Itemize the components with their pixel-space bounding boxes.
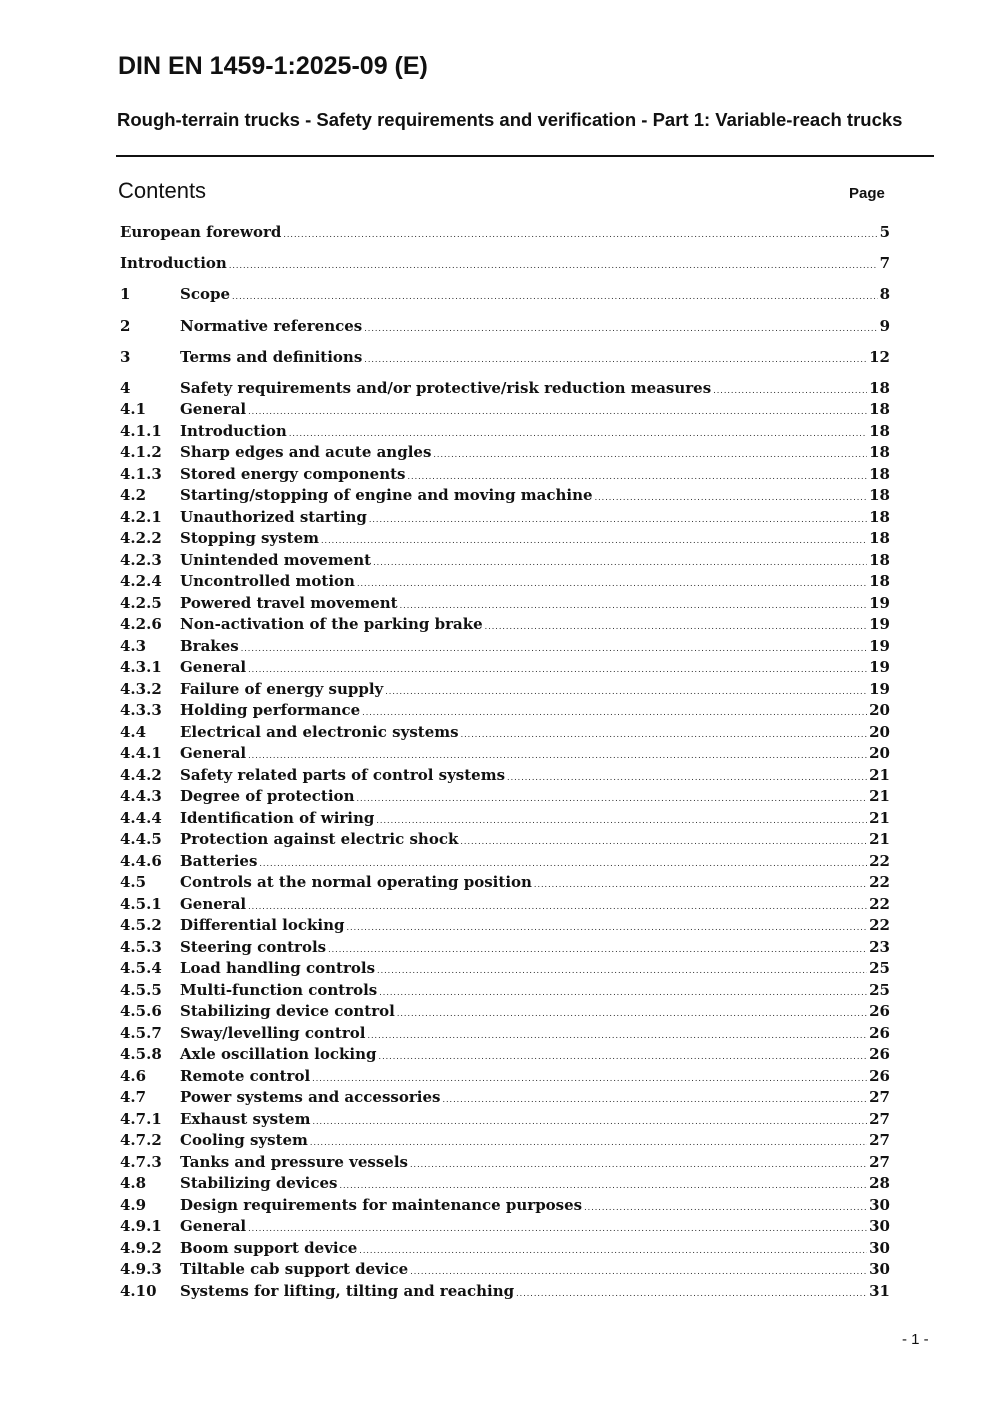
- toc-dot-leader: [357, 573, 867, 593]
- toc-dot-leader: [362, 702, 867, 722]
- toc-entry-page: 26: [869, 1002, 890, 1021]
- toc-entry-page: 27: [869, 1152, 890, 1171]
- toc-entry-page: 21: [869, 808, 890, 827]
- toc-dot-leader: [377, 960, 867, 980]
- toc-entry-number: 4.5.8: [120, 1045, 162, 1064]
- toc-dot-leader: [485, 616, 867, 636]
- toc-entry[interactable]: [120, 1259, 890, 1281]
- toc-entry-page: 18: [869, 486, 890, 505]
- toc-dot-leader: [373, 552, 867, 572]
- toc-entry[interactable]: [120, 980, 890, 1002]
- toc-dot-leader: [248, 659, 867, 679]
- toc-entry-title: Unintended movement: [180, 550, 372, 569]
- toc-entry-number: 4.7.3: [120, 1152, 162, 1171]
- toc-entry[interactable]: [120, 593, 890, 615]
- toc-entry-page: 25: [869, 959, 890, 978]
- toc-entry-title: Tanks and pressure vessels: [180, 1152, 408, 1171]
- toc-entry-number: 4.9: [120, 1195, 147, 1214]
- toc-entry-number: 4.4.6: [120, 851, 162, 870]
- toc-entry[interactable]: [120, 1173, 890, 1195]
- toc-dot-leader: [461, 724, 868, 744]
- toc-entry-page: 30: [869, 1195, 890, 1214]
- toc-entry-number: 4.1.3: [120, 464, 162, 483]
- toc-entry-title: Introduction: [120, 254, 227, 273]
- toc-entry-page: 30: [869, 1238, 890, 1257]
- toc-dot-leader: [442, 1089, 867, 1109]
- toc-entry[interactable]: [120, 700, 890, 722]
- toc-entry-page: 27: [869, 1109, 890, 1128]
- toc-entry-number: 4.3.3: [120, 701, 162, 720]
- toc-entry-page: 22: [869, 916, 890, 935]
- toc-entry-title: General: [180, 894, 247, 913]
- toc-entry-title: Design requirements for maintenance purposes: [180, 1195, 583, 1214]
- toc-entry-page: 22: [869, 851, 890, 870]
- toc-entry-number: 4.9.1: [120, 1217, 162, 1236]
- toc-entry-number: 4.10: [120, 1281, 157, 1300]
- toc-entry-title: Failure of energy supply: [180, 679, 384, 698]
- toc-entry-number: 2: [120, 316, 131, 335]
- toc-entry-page: 18: [869, 378, 890, 397]
- toc-entry-title: Systems for lifting, tilting and reaching: [180, 1281, 515, 1300]
- toc-entry-page: 18: [869, 443, 890, 462]
- toc-dot-leader: [310, 1132, 867, 1152]
- toc-entry[interactable]: [120, 284, 890, 306]
- toc-entry-page: 22: [869, 873, 890, 892]
- toc-entry-title: Scope: [180, 285, 231, 304]
- toc-entry-number: 4.7.1: [120, 1109, 162, 1128]
- toc-entry-number: 4.4.1: [120, 744, 162, 763]
- toc-entry-title: Uncontrolled motion: [180, 572, 355, 591]
- toc-dot-leader: [410, 1154, 867, 1174]
- toc-entry-page: 28: [869, 1174, 890, 1193]
- toc-entry-title: Controls at the normal operating position: [180, 873, 532, 892]
- toc-dot-leader: [289, 423, 867, 443]
- toc-entry-number: 4.5.4: [120, 959, 162, 978]
- toc-entry[interactable]: [120, 399, 890, 421]
- toc-entry-page: 26: [869, 1066, 890, 1085]
- toc-entry-page: 22: [869, 894, 890, 913]
- toc-entry[interactable]: [120, 829, 890, 851]
- toc-dot-leader: [241, 638, 867, 658]
- toc-dot-leader: [369, 509, 867, 529]
- toc-entry-page: 20: [869, 701, 890, 720]
- toc-entry-page: 5: [879, 223, 890, 241]
- toc-entry-page: 26: [869, 1023, 890, 1042]
- toc-entry-page: 20: [869, 722, 890, 741]
- toc-dot-leader: [283, 224, 877, 244]
- toc-entry-title: Multi-function controls: [180, 980, 378, 999]
- toc-entry-page: 23: [869, 937, 890, 956]
- toc-entry[interactable]: [120, 808, 890, 830]
- toc-entry-number: 4.3.2: [120, 679, 162, 698]
- toc-entry-number: 4.7.2: [120, 1131, 162, 1150]
- toc-entry-title: Differential locking: [180, 916, 345, 935]
- toc-entry-title: General: [180, 400, 247, 419]
- toc-entry-page: 18: [869, 550, 890, 569]
- toc-dot-leader: [397, 1003, 867, 1023]
- toc-entry-page: 19: [869, 658, 890, 677]
- toc-entry-number: 4.9.3: [120, 1260, 162, 1279]
- toc-dot-leader: [359, 1240, 867, 1260]
- toc-entry[interactable]: [120, 1152, 890, 1174]
- toc-entry-number: 4.7: [120, 1088, 147, 1107]
- toc-entry[interactable]: [120, 614, 890, 636]
- toc-entry-number: 4.3.1: [120, 658, 162, 677]
- toc-entry[interactable]: [120, 442, 890, 464]
- toc-entry-number: 4.3: [120, 636, 147, 655]
- toc-entry-title: General: [180, 658, 247, 677]
- toc-entry-title: Tiltable cab support device: [180, 1260, 409, 1279]
- toc-entry-number: 4.2: [120, 486, 147, 505]
- toc-dot-leader: [248, 745, 867, 765]
- toc-entry-number: 4.2.5: [120, 593, 162, 612]
- toc-dot-leader: [407, 466, 867, 486]
- toc-entry-title: Powered travel movement: [180, 593, 398, 612]
- toc-dot-leader: [248, 401, 867, 421]
- toc-entry[interactable]: [120, 528, 890, 550]
- toc-entry[interactable]: [120, 507, 890, 529]
- toc-entry[interactable]: [120, 1044, 890, 1066]
- toc-entry-number: 4.8: [120, 1174, 147, 1193]
- toc-entry[interactable]: [120, 1109, 890, 1131]
- toc-dot-leader: [248, 896, 867, 916]
- toc-entry-page: 7: [879, 254, 890, 273]
- toc-entry[interactable]: [120, 679, 890, 701]
- toc-entry-number: 4.2.1: [120, 507, 162, 526]
- header-divider: [116, 155, 934, 157]
- document-title: DIN EN 1459-1:2025-09 (E): [118, 52, 428, 80]
- toc-entry-number: 4.5.2: [120, 916, 162, 935]
- toc-entry-number: 4.5.3: [120, 937, 162, 956]
- toc-entry-title: Remote control: [180, 1066, 311, 1085]
- toc-entry-page: 18: [869, 400, 890, 419]
- toc-entry[interactable]: [120, 1130, 890, 1152]
- toc-entry[interactable]: [120, 1066, 890, 1088]
- toc-entry-page: 9: [879, 316, 890, 335]
- toc-entry[interactable]: [120, 851, 890, 873]
- toc-entry-title: Axle oscillation locking: [180, 1045, 377, 1064]
- toc-entry-number: 4.1: [120, 400, 147, 419]
- toc-entry[interactable]: [120, 657, 890, 679]
- toc-dot-leader: [400, 595, 868, 615]
- toc-entry-number: 4.1.1: [120, 421, 162, 440]
- toc-entry-title: Sway/levelling control: [180, 1023, 366, 1042]
- toc-entry-title: Exhaust system: [180, 1109, 311, 1128]
- toc-entry-title: Non-activation of the parking brake: [180, 615, 483, 634]
- toc-dot-leader: [347, 917, 868, 937]
- toc-entry-page: 18: [869, 529, 890, 548]
- toc-entry-title: Normative references: [180, 316, 363, 335]
- toc-entry-number: 4: [120, 378, 131, 397]
- toc-dot-leader: [433, 444, 867, 464]
- toc-entry[interactable]: [120, 347, 890, 369]
- toc-entry[interactable]: [120, 378, 890, 400]
- toc-entry-page: 19: [869, 636, 890, 655]
- toc-entry-number: 4.2.6: [120, 615, 162, 634]
- toc-entry-title: Cooling system: [180, 1131, 308, 1150]
- toc-dot-leader: [232, 286, 878, 306]
- toc-entry[interactable]: [120, 958, 890, 980]
- toc-dot-leader: [713, 380, 867, 400]
- toc-entry-page: 21: [869, 787, 890, 806]
- toc-entry-page: 30: [869, 1260, 890, 1279]
- toc-entry-title: Terms and definitions: [180, 347, 363, 366]
- toc-entry-title: Steering controls: [180, 937, 327, 956]
- toc-entry[interactable]: [120, 485, 890, 507]
- toc-entry-title: Brakes: [180, 636, 239, 655]
- toc-entry[interactable]: [120, 421, 890, 443]
- toc-entry-page: 25: [869, 980, 890, 999]
- table-of-contents: [120, 222, 890, 1302]
- toc-entry[interactable]: [120, 722, 890, 744]
- toc-dot-leader: [259, 853, 867, 873]
- toc-entry-title: General: [180, 744, 247, 763]
- toc-entry-number: 4.5.6: [120, 1002, 162, 1021]
- toc-entry-title: Boom support device: [180, 1238, 358, 1257]
- toc-entry[interactable]: [120, 253, 890, 275]
- toc-entry-number: 1: [120, 285, 131, 304]
- toc-entry-page: 18: [869, 421, 890, 440]
- toc-entry-title: Safety requirements and/or protective/risk reduction measures: [180, 378, 712, 397]
- toc-entry-title: Stabilizing device control: [180, 1002, 395, 1021]
- toc-entry[interactable]: [120, 1001, 890, 1023]
- toc-entry-title: Unauthorized starting: [180, 507, 367, 526]
- toc-dot-leader: [339, 1175, 867, 1195]
- toc-entry-title: Batteries: [180, 851, 258, 870]
- toc-entry-title: Degree of protection: [180, 787, 355, 806]
- toc-entry[interactable]: [120, 1216, 890, 1238]
- toc-entry-page: 26: [869, 1045, 890, 1064]
- page-number: - 1 -: [902, 1331, 929, 1348]
- toc-entry-page: 19: [869, 615, 890, 634]
- toc-dot-leader: [595, 487, 868, 507]
- toc-entry-number: 4.5.7: [120, 1023, 162, 1042]
- toc-entry-title: Identification of wiring: [180, 808, 375, 827]
- toc-entry-number: 4.5: [120, 873, 147, 892]
- toc-entry[interactable]: [120, 743, 890, 765]
- toc-dot-leader: [321, 530, 867, 550]
- toc-entry-title: General: [180, 1217, 247, 1236]
- document-subtitle: Rough-terrain trucks - Safety requirements and verification - Part 1: Variable-reach trucks: [117, 109, 903, 130]
- toc-dot-leader: [364, 318, 877, 338]
- toc-entry-title: Sharp edges and acute angles: [180, 443, 432, 462]
- toc-dot-leader: [312, 1111, 867, 1131]
- toc-entry-number: 4.5.1: [120, 894, 162, 913]
- toc-entry-page: 21: [869, 765, 890, 784]
- toc-dot-leader: [460, 831, 867, 851]
- toc-entry-number: 4.2.4: [120, 572, 162, 591]
- toc-entry-page: 18: [869, 507, 890, 526]
- toc-entry-title: Starting/stopping of engine and moving machine: [180, 486, 593, 505]
- toc-entry-page: 18: [869, 464, 890, 483]
- toc-dot-leader: [229, 255, 878, 275]
- toc-entry-title: Introduction: [180, 421, 287, 440]
- toc-dot-leader: [328, 939, 867, 959]
- toc-entry[interactable]: [120, 316, 890, 338]
- toc-entry[interactable]: [120, 937, 890, 959]
- toc-entry-number: 4.1.2: [120, 443, 162, 462]
- toc-entry[interactable]: [120, 464, 890, 486]
- toc-entry-number: 4.2.3: [120, 550, 162, 569]
- toc-entry-page: 21: [869, 830, 890, 849]
- toc-entry[interactable]: [120, 1023, 890, 1045]
- toc-entry[interactable]: [120, 872, 890, 894]
- toc-entry-page: 30: [869, 1217, 890, 1236]
- toc-entry-number: 4.4.2: [120, 765, 162, 784]
- toc-entry-title: Holding performance: [180, 701, 361, 720]
- toc-entry-page: 27: [869, 1088, 890, 1107]
- toc-dot-leader: [534, 874, 867, 894]
- toc-entry-page: 31: [869, 1281, 890, 1300]
- toc-entry-number: 4.5.5: [120, 980, 162, 999]
- toc-entry-page: 20: [869, 744, 890, 763]
- toc-entry[interactable]: [120, 1195, 890, 1217]
- toc-entry[interactable]: [120, 1087, 890, 1109]
- toc-entry-title: Stored energy components: [180, 464, 406, 483]
- toc-entry-title: Stopping system: [180, 529, 320, 548]
- toc-dot-leader: [312, 1068, 867, 1088]
- toc-dot-leader: [367, 1025, 867, 1045]
- toc-entry-title: Power systems and accessories: [180, 1088, 441, 1107]
- toc-entry-page: 12: [869, 347, 890, 366]
- toc-entry-page: 19: [869, 593, 890, 612]
- toc-dot-leader: [379, 982, 867, 1002]
- toc-entry-page: 18: [869, 572, 890, 591]
- toc-entry[interactable]: [120, 915, 890, 937]
- toc-entry[interactable]: [120, 786, 890, 808]
- toc-dot-leader: [516, 1283, 867, 1303]
- toc-entry-number: 4.9.2: [120, 1238, 162, 1257]
- toc-entry[interactable]: [120, 550, 890, 572]
- toc-entry[interactable]: [120, 1281, 890, 1303]
- toc-entry[interactable]: [120, 571, 890, 593]
- toc-entry-page: 19: [869, 679, 890, 698]
- toc-entry-page: 8: [879, 285, 890, 304]
- toc-entry-title: Protection against electric shock: [180, 830, 459, 849]
- toc-entry-page: 27: [869, 1131, 890, 1150]
- toc-dot-leader: [385, 681, 867, 701]
- toc-entry-number: 4.6: [120, 1066, 147, 1085]
- toc-dot-leader: [584, 1197, 867, 1217]
- page-column-label: Page: [849, 185, 885, 202]
- toc-dot-leader: [356, 788, 867, 808]
- toc-dot-leader: [248, 1218, 867, 1238]
- toc-dot-leader: [376, 810, 867, 830]
- toc-dot-leader: [410, 1261, 867, 1281]
- toc-entry[interactable]: [120, 222, 890, 244]
- toc-entry-number: 4.4.5: [120, 830, 162, 849]
- toc-entry[interactable]: [120, 894, 890, 916]
- toc-entry-number: 4.4: [120, 722, 147, 741]
- toc-entry[interactable]: [120, 636, 890, 658]
- toc-entry-title: Stabilizing devices: [180, 1174, 338, 1193]
- toc-entry-title: Safety related parts of control systems: [180, 765, 506, 784]
- toc-dot-leader: [379, 1046, 868, 1066]
- contents-heading: Contents: [118, 178, 207, 203]
- toc-entry-number: 4.4.3: [120, 787, 162, 806]
- toc-entry-number: 4.4.4: [120, 808, 162, 827]
- toc-entry-title: European foreword: [120, 223, 282, 241]
- toc-dot-leader: [507, 767, 867, 787]
- toc-entry-title: Load handling controls: [180, 959, 376, 978]
- toc-entry[interactable]: [120, 765, 890, 787]
- toc-entry-number: 4.2.2: [120, 529, 162, 548]
- toc-entry-title: Electrical and electronic systems: [180, 722, 459, 741]
- toc-entry-number: 3: [120, 347, 131, 366]
- toc-entry[interactable]: [120, 1238, 890, 1260]
- toc-dot-leader: [364, 349, 867, 369]
